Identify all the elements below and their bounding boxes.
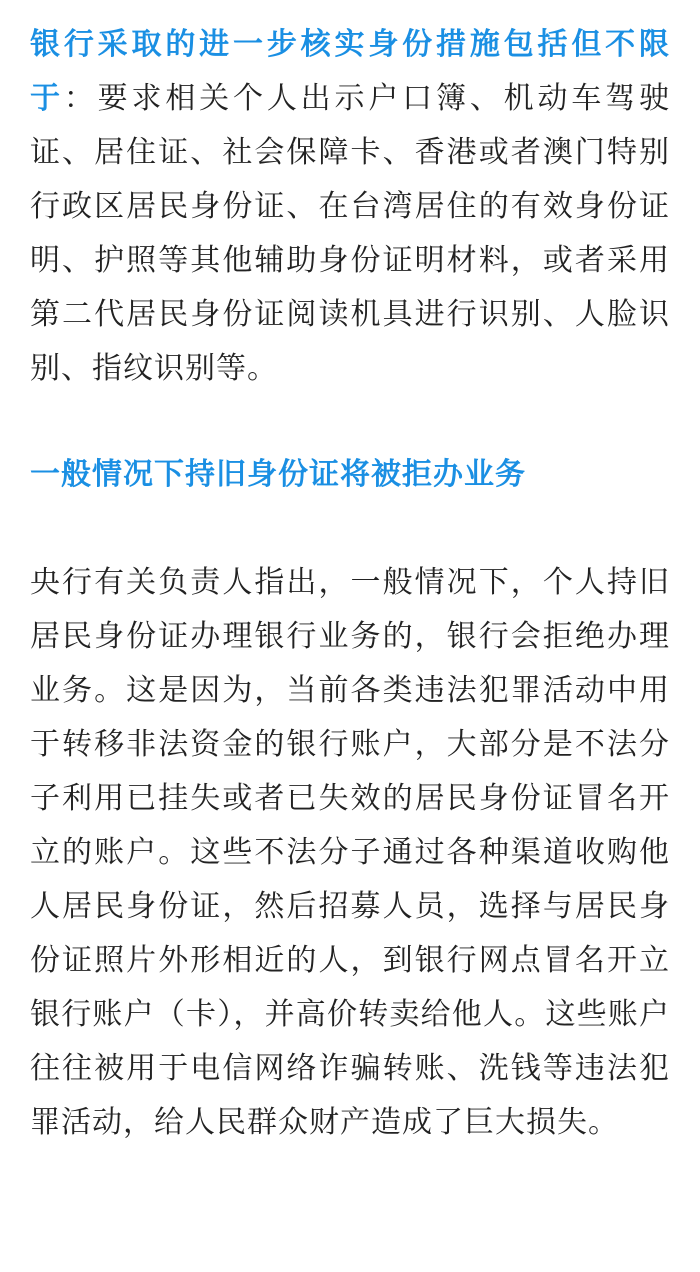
section-heading: 一般情况下持旧身份证将被拒办业务 <box>30 457 526 492</box>
paragraph-lead-highlight: 银行采取的进一步核实身份措施包括但不限于 <box>30 27 670 116</box>
paragraph-old-id-rejection: 央行有关负责人指出，一般情况下，个人持旧居民身份证办理银行业务的，银行会拒绝办理业务。这是因为，当前各类违法犯罪活动中用于转移非法资金的银行账户，大部分是不法分子利用已挂失或者已失效的居民身份证冒名开立的账户。这些不法分子通过各种渠道收购他人居民身份证，然后招募人员，选择与居民身份证照片外形相近的人，到银行网点冒名开立银行账户（卡），并高价转卖给他人。这些账户往往被用于电信网络诈骗转账、洗钱等违法犯罪活动，给人民群众财产造成了巨大损失。 <box>30 565 670 1140</box>
spacer <box>30 502 670 556</box>
article-body <box>30 18 670 1150</box>
spacer <box>30 396 670 448</box>
paragraph-verification-measures <box>30 18 670 396</box>
paragraph-text: ：要求相关个人出示户口簿、机动车驾驶证、居住证、社会保障卡、香港或者澳门特别行政区居民身份证、在台湾居住的有效身份证明、护照等其他辅助身份证明材料，或者采用第二代居民身份证阅读机具进行识别、人脸识别、指纹识别等。 <box>30 81 671 386</box>
